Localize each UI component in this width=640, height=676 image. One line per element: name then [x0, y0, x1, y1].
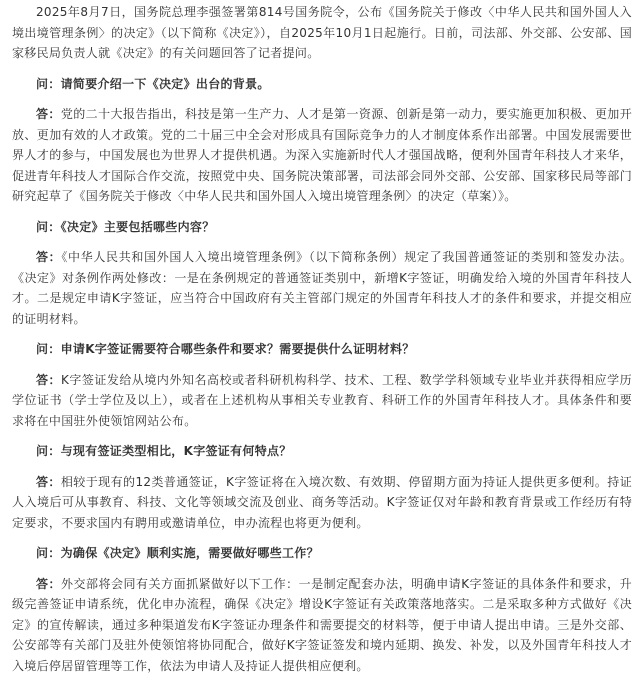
answer-3 — [12, 370, 632, 432]
answer-label: 答： — [36, 373, 61, 387]
question-label: 问： — [36, 220, 61, 234]
answer-label: 答： — [36, 475, 61, 489]
answer-4 — [12, 472, 632, 534]
question-3 — [12, 339, 632, 360]
question-5 — [12, 543, 632, 564]
question-2 — [12, 217, 632, 238]
answer-text: 外交部将会同有关方面抓紧做好以下工作：一是制定配套办法，明确申请K字签证的具体条件和要求，升级完善签证申请系统，优化申办流程，确保《决定》增设K字签证有关政策落地落实。二是采取多种方式做好《决定》的宣传解读，通过多种渠道发布K字签证办理条件和需要提交的材料等，便于申请人提出申请。三是外交部、公安部等有关部门及驻外使领馆将协同配合，做好K字签证签发和境内延期、换发、补发，以及外国青年科技人才入境后停居留管理等工作，依法为申请人及持证人提供相应便利。 — [12, 577, 632, 673]
question-label: 问： — [36, 546, 61, 560]
answer-2 — [12, 247, 632, 329]
intro-paragraph: 2025年8月7日，国务院总理李强签署第814号国务院令，公布《国务院关于修改〈中华人民共和国外国人入境出境管理条例〉的决定》（以下简称《决定》），自2025年10月1日起施行。日前，司法部、外交部、公安部、国家移民局负责人就《决定》的有关问题回答了记者提问。 — [12, 2, 632, 64]
answer-text: 相较于现有的12类普通签证，K字签证将在入境次数、有效期、停留期方面为持证人提供更多便利。持证人入境后可从事教育、科技、文化等领域交流及创业、商务等活动。K字签证仅对年龄和教育背景或工作经历有特定要求，不要求国内有聘用或邀请单位，申办流程也将更为便利。 — [12, 475, 632, 530]
answer-1 — [12, 104, 632, 207]
question-text: 为确保《决定》顺利实施，需要做好哪些工作？ — [61, 546, 319, 560]
question-text: 与现有签证类型相比，K字签证有何特点？ — [61, 444, 292, 458]
question-4 — [12, 441, 632, 462]
answer-label: 答： — [36, 107, 61, 121]
answer-text: 党的二十大报告指出，科技是第一生产力、人才是第一资源、创新是第一动力，要实施更加积极、更加开放、更加有效的人才政策。党的二十届三中全会对形成具有国际竞争力的人才制度体系作出部署。中国发展需要世界人才的参与，中国发展也为世界人才提供机遇。为深入实施新时代人才强国战略，便利外国青年科技人才来华，促进青年科技人才国际合作交流，按照党中央、国务院决策部署，司法部会同外交部、公安部、国家移民局等部门研究起草了《国务院关于修改〈中华人民共和国外国人入境出境管理条例〉的决定（草案）》。 — [12, 107, 632, 203]
question-label: 问： — [36, 342, 61, 356]
question-label: 问： — [36, 77, 61, 91]
answer-5 — [12, 574, 632, 676]
answer-label: 答： — [36, 250, 61, 264]
question-text: 请简要介绍一下《决定》出台的背景。 — [61, 77, 270, 91]
answer-text: 《中华人民共和国外国人入境出境管理条例》（以下简称条例）规定了我国普通签证的类别和签发办法。《决定》对条例作两处修改：一是在条例规定的普通签证类别中，新增K字签证，明确发给入境的外国青年科技人才。二是规定申请K字签证，应当符合中国政府有关主管部门规定的外国青年科技人才的条件和要求，并提交相应的证明材料。 — [12, 250, 632, 326]
question-label: 问： — [36, 444, 61, 458]
question-text: 申请K字签证需要符合哪些条件和要求？需要提供什么证明材料？ — [61, 342, 415, 356]
answer-text: K字签证发给从境内外知名高校或者科研机构科学、技术、工程、数学学科领域专业毕业并获得相应学历学位证书（学士学位及以上），或者在上述机构从事相关专业教育、科研工作的外国青年科技人才。具体条件和要求将在中国驻外使领馆网站公布。 — [12, 373, 632, 428]
question-1 — [12, 74, 632, 95]
answer-label: 答： — [36, 577, 61, 591]
question-text: 《决定》主要包括哪些内容？ — [61, 220, 215, 234]
